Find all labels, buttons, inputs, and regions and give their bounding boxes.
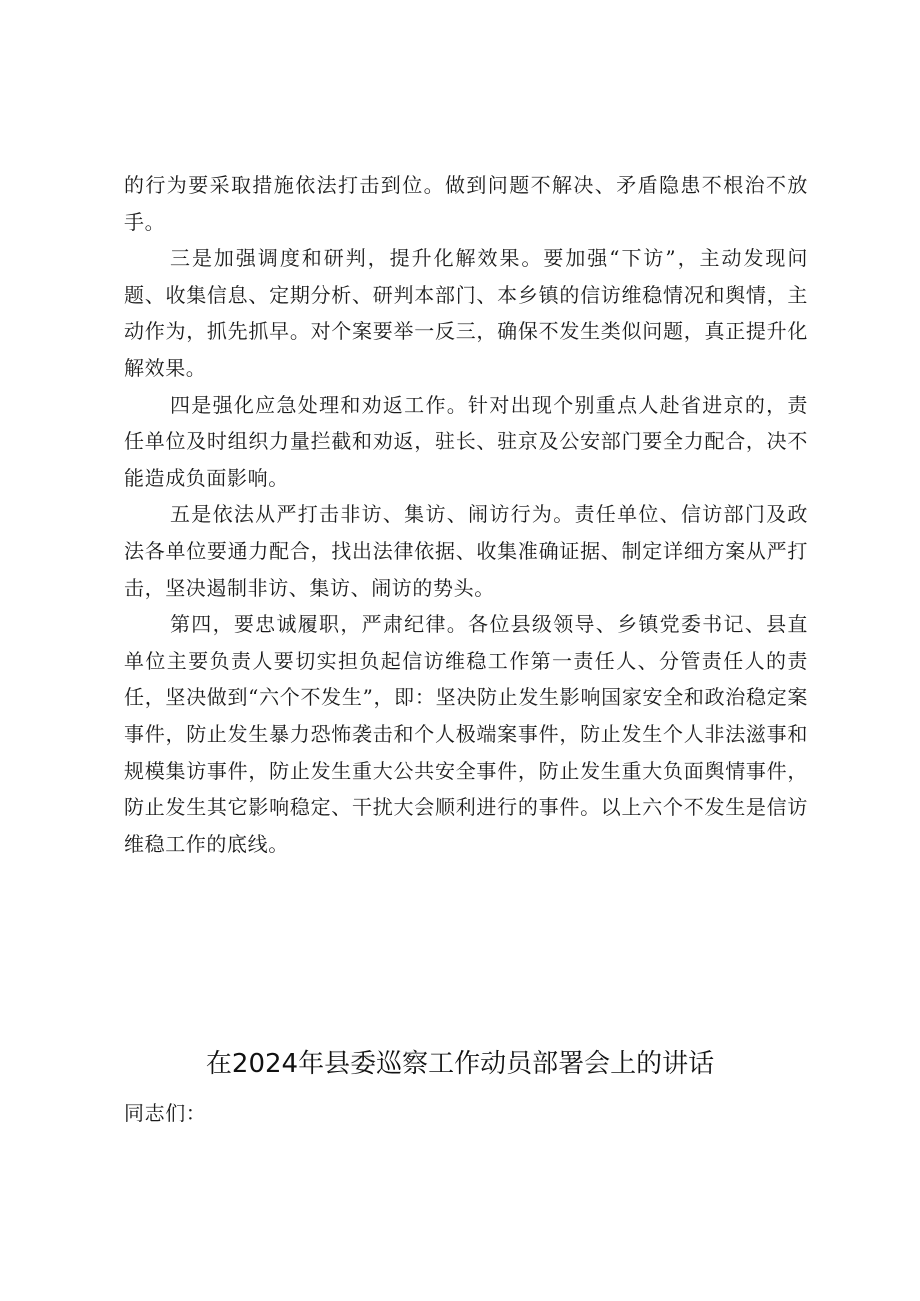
salutation: 同志们： bbox=[124, 1101, 207, 1125]
paragraph-continuation: 的行为要采取措施依法打击到位。做到问题不解决、矛盾隐患不根治不放手。 bbox=[124, 173, 808, 234]
speech-title: 在2024年县委巡察工作动员部署会上的讲话 bbox=[205, 1049, 715, 1079]
paragraph-point-five: 五是依法从严打击非访、集访、闹访行为。责任单位、信访部门及政法各单位要通力配合，找出法律依据、收集准确证据、制定详细方案从严打击，坚决遏制非访、集访、闹访的势头。 bbox=[124, 502, 808, 600]
body-text bbox=[124, 167, 808, 862]
paragraph-fourth-section: 第四，要忠诚履职，严肃纪律。各位县级领导、乡镇党委书记、县直单位主要负责人要切实担负起信访维稳工作第一责任人、分管责任人的责任，坚决做到“六个不发生”，即：坚决防止发生影响国家安全和政治稳定案事件，防止发生暴力恐怖袭击和个人极端案事件，防止发生个人非法滋事和规模集访事件，防止发生重大公共安全事件，防止发生重大负面舆情事件，防止发生其它影响稳定、干扰大会顺利进行的事件。以上六个不发生是信访维稳工作的底线。 bbox=[124, 612, 808, 856]
paragraph-point-four: 四是强化应急处理和劝返工作。针对出现个别重点人赴省进京的，责任单位及时组织力量拦截和劝返，驻长、驻京及公安部门要全力配合，决不能造成负面影响。 bbox=[124, 392, 808, 490]
paragraph-point-three: 三是加强调度和研判，提升化解效果。要加强“下访”，主动发现问题、收集信息、定期分析、研判本部门、本乡镇的信访维稳情况和舆情，主动作为，抓先抓早。对个案要举一反三，确保不发生类似问题，真正提升化解效果。 bbox=[124, 246, 808, 380]
